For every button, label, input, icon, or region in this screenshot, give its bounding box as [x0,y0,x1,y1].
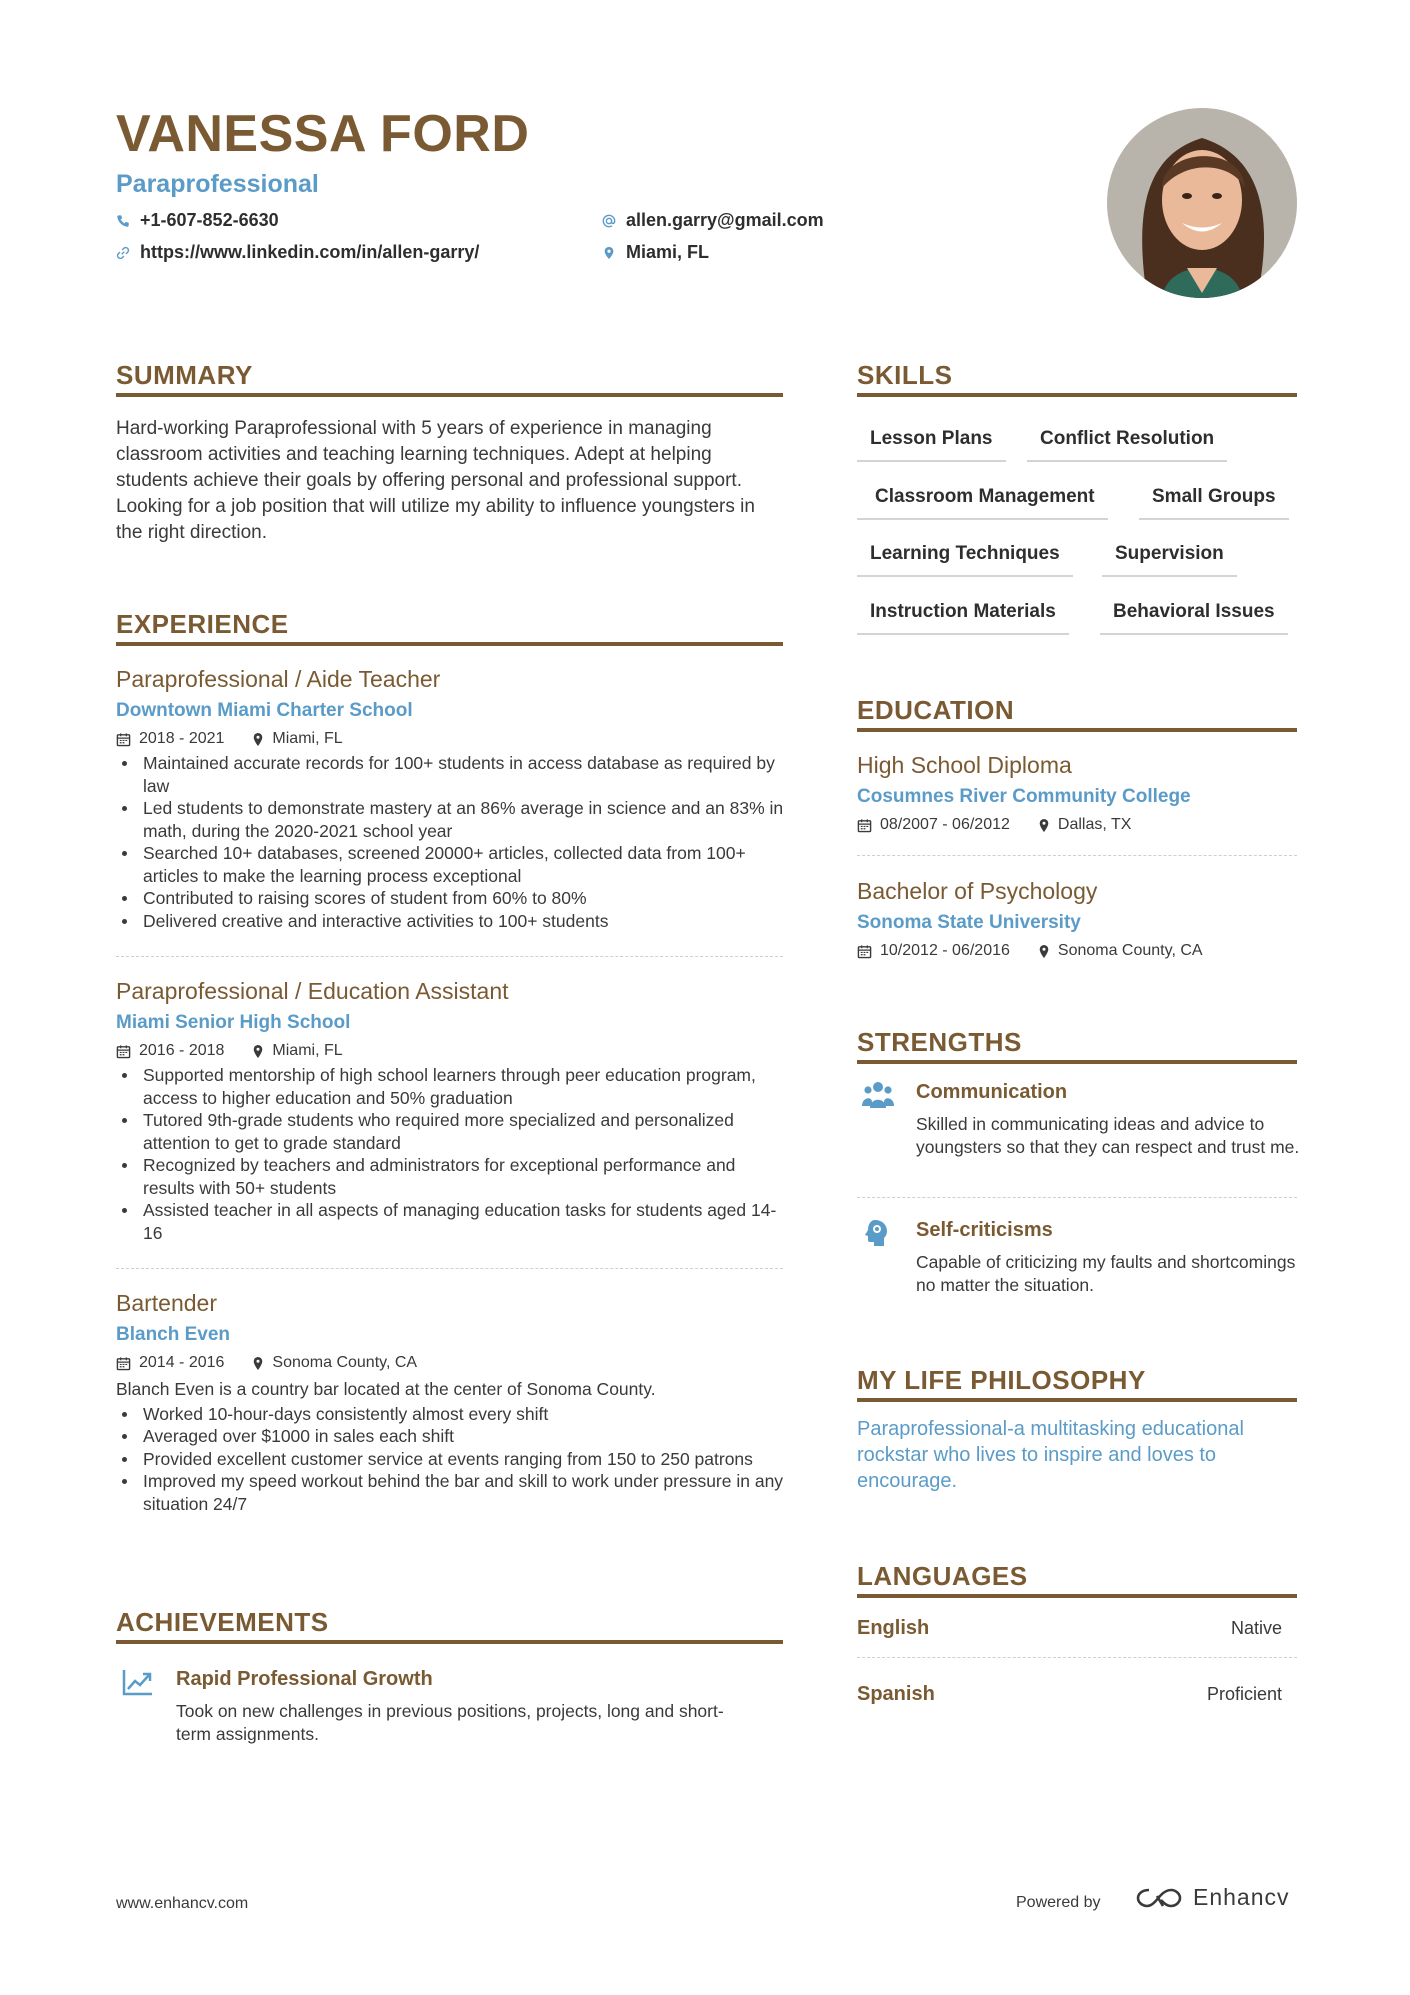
job-dates: 2014 - 2016 [139,1354,225,1371]
education-location: Dallas, TX [1057,816,1132,833]
education-location: Sonoma County, CA [1057,942,1203,959]
phone-contact[interactable] [116,210,279,231]
linkedin-text: https://www.linkedin.com/in/allen-garry/ [140,242,480,262]
bullet-item: Improved my speed workout behind the bar and skill to work under pressure in any situation 24/7 [116,1470,786,1515]
education-rule [857,728,1297,732]
skill-tag: Small Groups [1139,486,1289,520]
phone-icon [116,214,130,228]
education-school[interactable]: Sonoma State University [857,912,1081,933]
head-brain-icon [862,1218,890,1248]
education-entry [857,876,1297,962]
location-pin-icon [602,246,616,260]
summary-text: Hard-working Paraprofessional with 5 years of experience in managing classroom activities and teaching learning techniques. Adept at helping students achieve their goals by offering personal and professional support. Looking for a job position that will utilize my ability to influence youngsters in the right direction. [116,418,755,543]
bullet-item: Searched 10+ databases, screened 20000+ articles, collected data from 100+ articles to make the learning process exceptional [116,842,786,887]
achievements-rule [116,1640,783,1644]
education-degree: High School Diploma [857,752,1072,778]
linkedin-contact[interactable] [116,242,479,263]
job-location: Miami, FL [272,730,343,747]
powered-by-label: Powered by [1016,1894,1101,1911]
candidate-title: Paraprofessional [116,170,319,198]
job-meta [116,1352,786,1374]
bullet-item: Delivered creative and interactive activities to 100+ students [116,910,786,933]
bullet-item: Led students to demonstrate mastery at an 86% average in science and an 83% in math, during the 2020-2021 school year [116,797,786,842]
job-role: Bartender [116,1290,218,1316]
skill-tag: Conflict Resolution [1027,428,1227,462]
bullet-item: Worked 10-hour-days consistently almost every shift [116,1403,786,1426]
skill-tag: Supervision [1102,543,1237,577]
language-name: English [857,1617,930,1639]
enhancv-logo[interactable] [1135,1884,1290,1911]
phone-text: +1-607-852-6630 [140,210,279,230]
languages-heading: LANGUAGES [857,1561,1028,1591]
job-dates: 2016 - 2018 [139,1042,225,1059]
entry-divider [857,855,1297,856]
strength-title: Communication [916,1081,1068,1103]
bullet-item: Tutored 9th-grade students who required more specialized and personalized attention to get to grade standard [116,1109,786,1154]
bullet-item: Maintained accurate records for 100+ students in access database as required by law [116,752,786,797]
skill-tag: Instruction Materials [857,601,1069,635]
language-level: Native [1230,1618,1282,1638]
experience-entry [116,664,786,932]
job-meta [116,728,786,750]
link-icon [116,246,130,260]
education-school[interactable]: Cosumnes River Community College [857,786,1191,807]
bullet-item: Contributed to raising scores of student from 60% to 80% [116,887,786,910]
summary-rule [116,393,783,397]
job-role: Paraprofessional / Aide Teacher [116,666,441,692]
education-degree: Bachelor of Psychology [857,878,1098,904]
entry-divider [116,956,783,957]
calendar-icon [116,1356,131,1371]
strengths-heading: STRENGTHS [857,1027,1022,1057]
job-meta [116,1040,786,1062]
location-contact [602,242,709,263]
job-description: Blanch Even is a country bar located at the center of Sonoma County. [116,1379,656,1399]
job-company[interactable]: Downtown Miami Charter School [116,700,413,721]
entry-divider [857,1657,1297,1658]
strengths-rule [857,1060,1297,1064]
language-name: Spanish [857,1683,935,1705]
summary-heading: SUMMARY [116,360,253,390]
enhancv-brand-text: Enhancv [1193,1884,1290,1910]
skill-tag: Lesson Plans [857,428,1006,462]
email-text: allen.garry@gmail.com [626,210,824,230]
location-pin-icon [252,732,264,747]
location-pin-icon [252,1356,264,1371]
location-pin-icon [252,1044,264,1059]
philosophy-text: Paraprofessional-a multitasking educational rockstar who lives to inspire and loves to encourage. [857,1418,1244,1492]
education-heading: EDUCATION [857,695,1015,725]
experience-entry [116,976,786,1244]
calendar-icon [116,732,131,747]
education-entry [857,750,1297,836]
job-bullets [116,1403,786,1516]
location-pin-icon [1038,944,1050,959]
at-sign-icon [602,214,616,228]
job-bullets [116,1064,786,1244]
skills-heading: SKILLS [857,360,953,390]
skill-tag: Classroom Management [857,486,1108,520]
bullet-item: Assisted teacher in all aspects of managing education tasks for students aged 14-16 [116,1199,786,1244]
education-dates: 10/2012 - 06/2016 [880,942,1010,959]
calendar-icon [857,944,872,959]
job-bullets [116,752,786,932]
bullet-item: Provided excellent customer service at events ranging from 150 to 250 patrons [116,1448,786,1471]
calendar-icon [116,1044,131,1059]
education-meta [857,814,1297,836]
language-level: Proficient [1206,1684,1282,1704]
skills-rule [857,393,1297,397]
people-group-icon [862,1080,894,1110]
job-dates: 2018 - 2021 [139,730,225,747]
candidate-name: VANESSA FORD [116,105,530,163]
job-role: Paraprofessional / Education Assistant [116,978,509,1004]
email-contact[interactable] [602,210,824,231]
enhancv-logo-icon [1135,1885,1183,1911]
location-text: Miami, FL [626,242,710,262]
education-meta [857,940,1297,962]
strength-description: Skilled in communicating ideas and advice to youngsters so that they can respect and trust me. [916,1114,1300,1157]
entry-divider [857,1197,1297,1198]
strength-description: Capable of criticizing my faults and shortcomings no matter the situation. [916,1252,1296,1295]
philosophy-heading: MY LIFE PHILOSOPHY [857,1365,1146,1395]
strength-title: Self-criticisms [916,1219,1053,1241]
achievement-title: Rapid Professional Growth [176,1668,433,1690]
philosophy-rule [857,1398,1297,1402]
education-dates: 08/2007 - 06/2012 [880,816,1010,833]
bullet-item: Averaged over $1000 in sales each shift [116,1425,786,1448]
job-location: Miami, FL [272,1042,343,1059]
location-pin-icon [1038,818,1050,833]
bullet-item: Supported mentorship of high school learners through peer education program, access to higher education and 50% graduation [116,1064,786,1109]
experience-rule [116,642,783,646]
profile-photo [1107,108,1297,298]
trend-up-icon [122,1668,154,1696]
experience-entry [116,1288,786,1515]
achievement-description: Took on new challenges in previous positions, projects, long and short-term assignments. [176,1701,724,1744]
experience-heading: EXPERIENCE [116,609,289,639]
job-company[interactable]: Blanch Even [116,1324,231,1345]
footer-url[interactable]: www.enhancv.com [116,1895,249,1912]
achievements-heading: ACHIEVEMENTS [116,1607,329,1637]
calendar-icon [857,818,872,833]
entry-divider [116,1268,783,1269]
skill-tag: Learning Techniques [857,543,1073,577]
skill-tag: Behavioral Issues [1100,601,1288,635]
job-location: Sonoma County, CA [272,1354,418,1371]
job-company[interactable]: Miami Senior High School [116,1012,351,1033]
bullet-item: Recognized by teachers and administrators for exceptional performance and results with 50+ students [116,1154,786,1199]
languages-rule [857,1594,1297,1598]
